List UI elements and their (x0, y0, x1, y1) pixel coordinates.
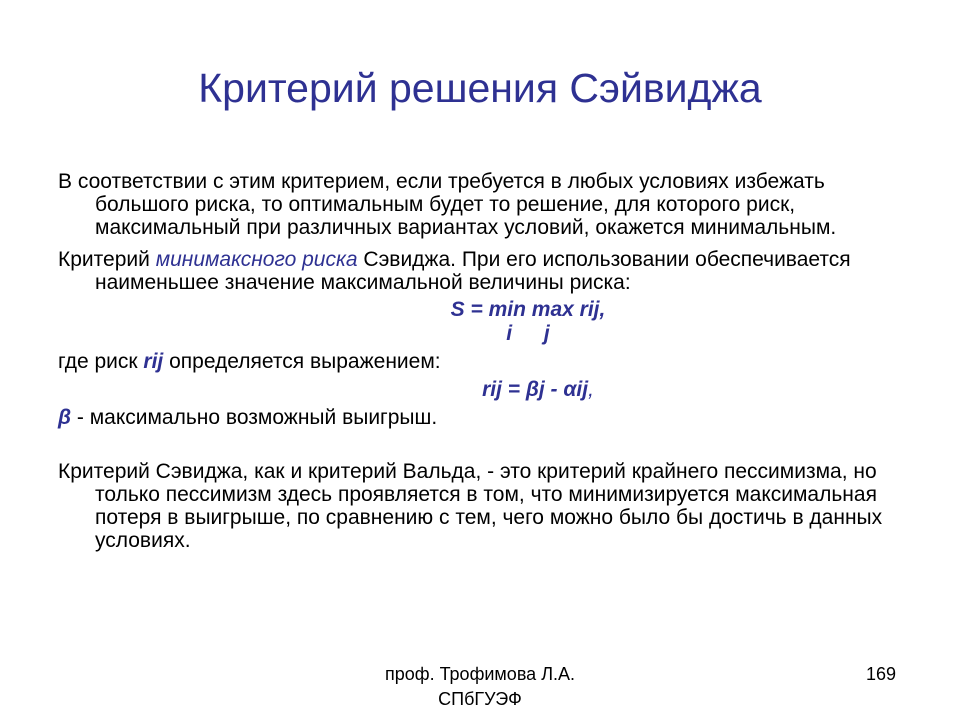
formula-savage-subscripts: i j (506, 322, 550, 345)
p4-suffix: - максимально возможный выигрыш. (71, 406, 438, 429)
beta-variable: β (58, 406, 72, 429)
paragraph-beta-definition (58, 406, 918, 429)
p3-suffix: определяется выражением: (163, 350, 441, 373)
paragraph-minimax-risk (58, 248, 918, 294)
slide-title: Критерий решения Сэйвиджа (198, 65, 762, 111)
page-number: 169 (866, 664, 897, 684)
p2-suffix: Сэвиджа. При его использовании обеспечивается наименьшее значение максимальной величины риска: (95, 248, 851, 294)
risk-variable: rij (143, 350, 164, 373)
footer-author: проф. Трофимова Л.А. (384, 664, 576, 684)
p2-prefix: Критерий (58, 248, 156, 271)
footer-institution: СПбГУЭФ (438, 689, 522, 709)
formula-risk-comma: , (588, 378, 594, 401)
p3-prefix: где риск (58, 350, 144, 373)
paragraph-risk-definition (58, 350, 918, 373)
slide-body (58, 170, 918, 552)
paragraph-criterion-description: В соответствии с этим критерием, если требуется в любых условиях избежать большого риска, то оптимальным будет то решение, для которого риск, максимальный при различных вариантах условий, окажется минимальным. (58, 170, 837, 239)
formula-risk (58, 378, 918, 401)
minimax-risk-term: минимаксного риска (155, 248, 358, 271)
paragraph-savage-vs-wald: Критерий Сэвиджа, как и критерий Вальда, - это критерий крайнего пессимизма, но только пессимизм здесь проявляется в том, что минимизируется максимальная потеря в выигрыше, по сравнению с тем, чего можно было бы достичь в данных условиях. (58, 460, 883, 552)
formula-savage: S = min max rij, (450, 298, 606, 321)
formula-risk-main: rij = βj - αij (482, 378, 589, 401)
